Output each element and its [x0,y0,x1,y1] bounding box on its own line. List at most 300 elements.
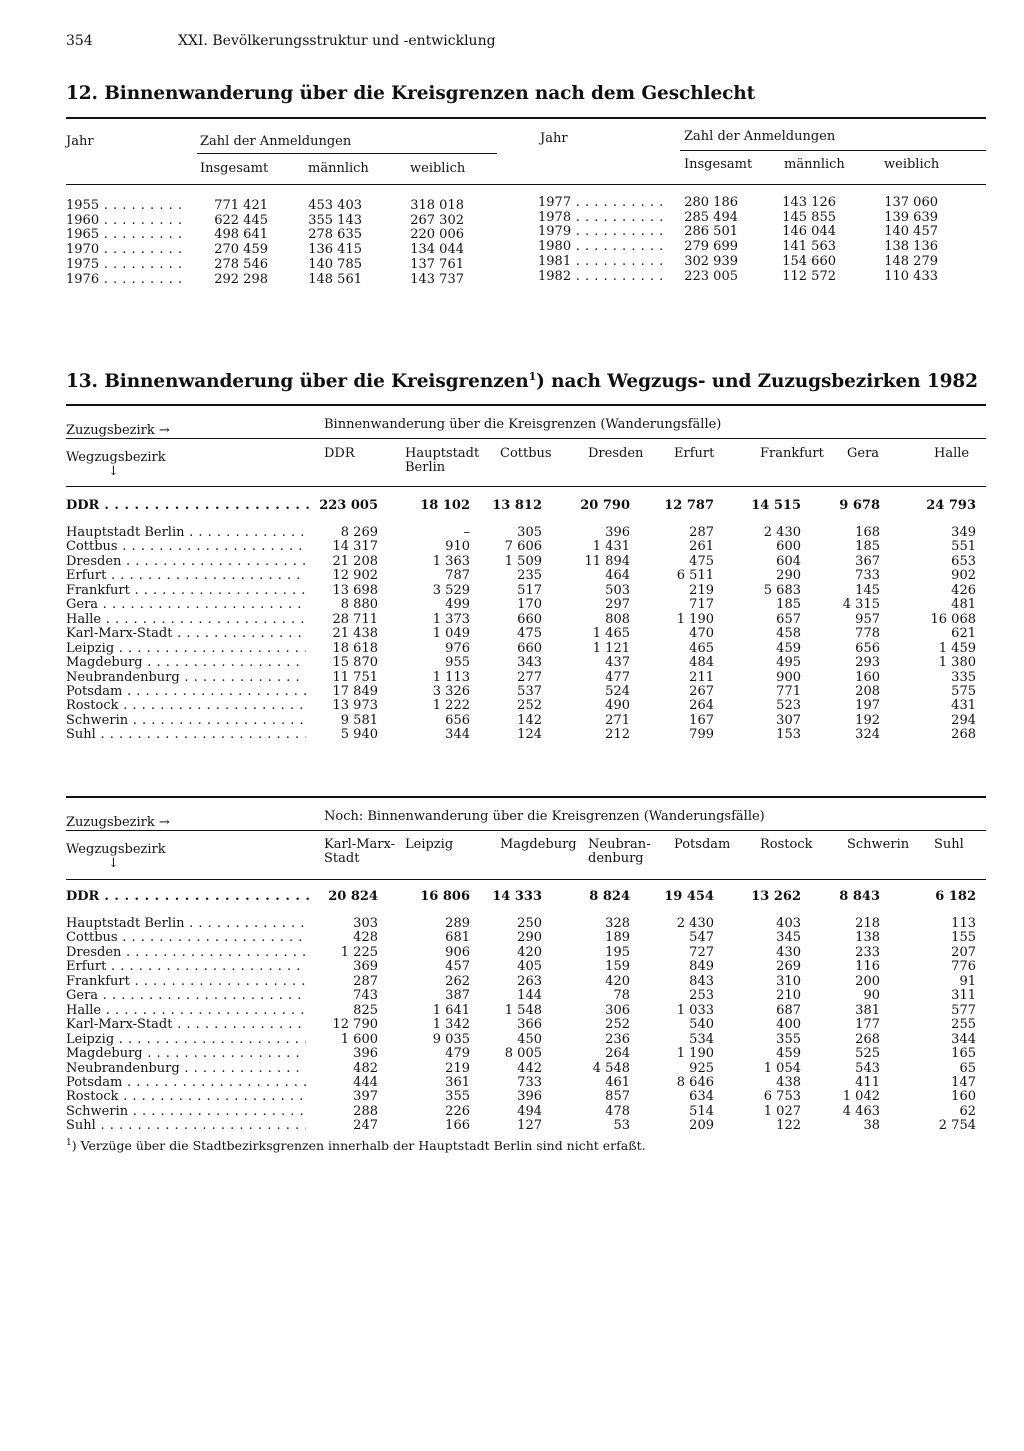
table12-maennlich-value: 143 126 [782,195,836,210]
table12-year: 1978 . . . [538,211,668,224]
table13-part1-cell: 208 [855,683,880,699]
table13-part1-cell: 290 [776,568,801,584]
table13-part1-cell: 307 [776,712,801,728]
table13-part2-cell: 420 [517,944,542,960]
table13-part2-cell: 195 [605,944,630,960]
footnote-text: ) Verzüge über die Stadtbezirksgrenzen innerhalb der Hauptstadt Berlin sind nicht erfaßt. [71,1138,646,1154]
table13-part2-cell: 405 [517,959,542,975]
table13-part1-cell: 11 751 [332,669,378,685]
table13-part2-cell: 925 [689,1060,714,1076]
table13-part2-cell: 478 [605,1103,630,1119]
table13-part2-cell: 345 [776,930,801,946]
table13-part1-column-header: Frankfurt [760,446,824,461]
table13-part1-cell: 13 698 [332,582,378,598]
table13-part1-cell: 294 [951,712,976,728]
page-header [66,33,496,49]
table13-part1-header-rule [66,486,986,487]
table13-part2-cell: 459 [776,1046,801,1062]
table13-part2-cell: 843 [689,973,714,989]
table13-part2-cell: 444 [353,1074,378,1090]
table13-part2-row-label: Frankfurt . . . [66,975,306,988]
table13-part1-cell: 733 [855,568,880,584]
table13-part2-cell: 263 [517,973,542,989]
table13-part1-cell: 21 438 [332,626,378,642]
table13-part1-row-label: Potsdam . . . [66,685,306,698]
table12-top-rule [66,117,986,119]
table13-part2-cell: 289 [445,916,470,931]
table13-part2-cell: 236 [605,1031,630,1047]
table13-part1-cell: 197 [855,698,880,714]
table12-year: 1960 . . . [66,214,188,227]
table13-part1-cell: 4 315 [842,597,880,613]
table13-part1-cell: 5 940 [340,727,378,743]
table12-insgesamt-value: 278 546 [214,256,268,272]
table13-part1-cell: 212 [605,727,630,743]
table13-part2-cell: 6 753 [763,1089,801,1105]
table13-part1-row-label: Schwerin . . . [66,714,306,727]
table13-part1-column-header: Gera [847,446,880,461]
table13-part2-cell: 461 [605,1074,630,1090]
table13-part2-cell: 428 [353,930,378,946]
table13-part1-cell: 653 [951,553,976,569]
table13-part2-cell: 90 [863,988,880,1004]
table13-part1-cell: 11 894 [584,553,630,569]
table12-weiblich-value: 143 737 [410,271,464,287]
table13-part2-cell: 369 [353,959,378,975]
table12-weiblich-value: 137 060 [884,195,938,210]
table13-part2-cell: 479 [445,1046,470,1062]
table13-part1-cell: 2 430 [763,525,801,540]
table13-part2-cell: 1 054 [763,1060,801,1076]
table13-part2-cell: 411 [855,1074,880,1090]
table13-part1-cell: 621 [951,626,976,642]
table12-year: 1977 . . . [538,196,668,209]
table13-part1-cell: 1 465 [592,626,630,642]
table13-part1-cell: 168 [855,525,880,540]
table13-part2-cell: 776 [951,959,976,975]
table13-part2-wegzug-arrow-icon: ↓ [108,856,119,871]
table13-part1-cell: 537 [517,683,542,699]
table13-part1-cell: 124 [517,727,542,743]
page-number: 354 [66,33,93,49]
table12-weiblich-value: 318 018 [410,198,464,213]
table12-group-right: Zahl der Anmeldungen [684,129,836,144]
table12-col-insgesamt-right: Insgesamt [684,157,753,172]
table13-part2-cell: 420 [605,973,630,989]
table13-title-rest: ) nach Wegzugs- und Zuzugsbezirken 1982 [536,371,978,392]
table13-part1-wegzug-arrow-icon: ↓ [108,464,119,479]
table13-part1-cell: 955 [445,655,470,671]
table13-part2-row-label: Rostock . . . [66,1090,306,1103]
table13-part2-cell: 543 [855,1060,880,1076]
table12-insgesamt-value: 292 298 [214,271,268,287]
table13-part1-cell: 1 380 [938,655,976,671]
chapter-title: XXI. Bevölkerungsstruktur und -entwicklung [178,33,496,49]
table13-part1-cell: 458 [776,626,801,642]
table13-part1-column-header: DDR [324,446,355,461]
table13-part2-cell: 155 [951,930,976,946]
table13-part2-cell: 207 [951,944,976,960]
table13-part2-cell: 62 [959,1103,976,1119]
table12-insgesamt-value: 771 421 [214,198,268,213]
table13-part1-cell: 21 208 [332,553,378,569]
table13-part1-column-header: Hauptstadt [405,446,480,461]
table13-part2-cell: 303 [353,916,378,931]
table13-part2-row-label: Gera . . . [66,989,306,1002]
table13-part2-total-value: 16 806 [420,889,470,904]
table12-year: 1970 . . . [66,243,188,256]
table13-part1-cell: 604 [776,553,801,569]
table13-part2-total-value: 20 824 [328,889,378,904]
table13-part2-cell: 138 [855,930,880,946]
table13-part1-cell: 12 902 [332,568,378,584]
table13-part1-cell: 13 973 [332,698,378,714]
table13-part2-column-header: Karl-Marx- [324,837,395,852]
table12-col-jahr-left: Jahr [66,134,94,149]
table12-maennlich-value: 154 660 [782,253,836,269]
table12-title: 12. Binnenwanderung über die Kreisgrenzen nach dem Geschlecht [66,83,756,104]
table13-part2-cell: 122 [776,1118,801,1134]
table13-part1-cell: 660 [517,640,542,656]
table13-part1-cell: 344 [445,727,470,743]
table13-part1-cell: 499 [445,597,470,613]
table13-part2-cell: 381 [855,1002,880,1018]
table13-part1-cell: 252 [517,698,542,714]
table13-part1-cell: 600 [776,539,801,555]
table13-part2-cell: 209 [689,1118,714,1134]
table13-part1-cell: 267 [689,683,714,699]
table13-part2-cell: 147 [951,1074,976,1090]
table13-part1-cell: 910 [445,539,470,555]
table13-part1-cell: 523 [776,698,801,714]
table13-part1-cell: 490 [605,698,630,714]
table13-part1-column-header: Erfurt [674,446,715,461]
table13-part2-header-rule [66,879,986,880]
table13-part2-cell: 65 [959,1060,976,1076]
table13-part1-cell: 771 [776,683,801,699]
table13-part2-cell: 8 005 [504,1046,542,1062]
table13-part1-cell: 185 [776,597,801,613]
table12-group-rule-left [197,153,497,154]
table13-part2-cell: 160 [951,1089,976,1105]
table13-part1-cell: 14 317 [332,539,378,555]
table13-part1-cell: 287 [689,525,714,540]
table13-part1-total-value: 9 678 [839,498,880,513]
table12-maennlich-value: 453 403 [308,198,362,213]
table13-part1-cell: 778 [855,626,880,642]
table13-part1-cell: 16 068 [930,611,976,627]
table13-part1-cell: 717 [689,597,714,613]
table13-part2-cell: 396 [517,1089,542,1105]
table13-part1-column-header: Berlin [405,460,446,475]
table13-part1-cell: 459 [776,640,801,656]
table13-part2-cell: 355 [445,1089,470,1105]
table13-part1-cell: 1 431 [592,539,630,555]
table13-part2-column-header: Stadt [324,851,360,866]
table13-part1-total-label: DDR . . . [66,499,310,512]
table13-part1-row-label: Halle . . . [66,613,306,626]
table13-part1-total-value: 12 787 [664,498,714,513]
table13-part2-cell: 12 790 [332,1017,378,1033]
table13-part1-cell: 1 509 [504,553,542,569]
table13-part2-row-label: Schwerin . . . [66,1105,306,1118]
table12-year: 1955 . . . [66,199,188,212]
table13-part1-cell: 976 [445,640,470,656]
table13-part1-row-label: Erfurt . . . [66,569,306,582]
table13-part2-cell: 328 [605,916,630,931]
table13-part2-cell: 577 [951,1002,976,1018]
table13-part2-cell: 687 [776,1002,801,1018]
table12-maennlich-value: 148 561 [308,271,362,287]
table13-part2-row-label: Leipzig . . . [66,1033,306,1046]
table13-part2-total-value: 13 262 [751,889,801,904]
table13-part2-row-label: Erfurt . . . [66,960,306,973]
table13-part2-cell: 268 [855,1031,880,1047]
table13-part2-cell: 9 035 [432,1031,470,1047]
table13-part1-cell: 219 [689,582,714,598]
table13-part2-cell: 397 [353,1089,378,1105]
table13-part2-cell: 849 [689,959,714,975]
table13-part2-column-header: Neubran- [588,837,651,852]
table13-part2-cell: 226 [445,1103,470,1119]
table13-part1-cell: 431 [951,698,976,714]
table13-part1-cell: 142 [517,712,542,728]
table13-title-main: 13. Binnenwanderung über die Kreisgrenzen [66,371,529,392]
table13-part2-cell: 1 600 [340,1031,378,1047]
table13-part1-cell: 1 190 [676,611,714,627]
table13-part1-cell: 551 [951,539,976,555]
table13-part2-total-value: 8 824 [589,889,630,904]
table13-part2-cell: 250 [517,916,542,931]
table13-part1-cell: 464 [605,568,630,584]
table13-part2-row-label: Magdeburg . . . [66,1047,306,1060]
table13-part2-row-label: Dresden . . . [66,946,306,959]
table13-part2-cell: 634 [689,1089,714,1105]
table13-part2-cell: 540 [689,1017,714,1033]
table12-maennlich-value: 140 785 [308,256,362,272]
table12-weiblich-value: 134 044 [410,242,464,258]
table13-part1-cell: 1 113 [432,669,470,685]
table12-insgesamt-value: 498 641 [214,227,268,243]
table13-part1-cell: 3 326 [432,683,470,699]
table13-part1-cell: 787 [445,568,470,584]
table13-part1-cell: 957 [855,611,880,627]
table13-part2-row-label: Hauptstadt Berlin . . . [66,917,306,930]
table13-part2-cell: 494 [517,1103,542,1119]
table12-year: 1965 . . . [66,228,188,241]
table12-weiblich-value: 148 279 [884,253,938,269]
table13-part1-row-label: Cottbus . . . [66,540,306,553]
table13-part1-cell: 349 [951,525,976,540]
table12-group-left: Zahl der Anmeldungen [200,134,352,149]
table13-part1-top-rule [66,404,986,406]
table13-part1-cell: 660 [517,611,542,627]
table13-part1-cell: 170 [517,597,542,613]
table13-part2-cell: 219 [445,1060,470,1076]
table13-part1-cell: 396 [605,525,630,540]
table13-part2-total-value: 8 843 [839,889,880,904]
table13-part1-cell: 367 [855,553,880,569]
table13-part2-row-label: Suhl . . . [66,1119,306,1132]
table13-part2-cell: 264 [605,1046,630,1062]
table13-part1-column-header: Cottbus [500,446,552,461]
table13-part2-cell: 165 [951,1046,976,1062]
table13-part1-cell: 293 [855,655,880,671]
table13-part1-total-value: 14 515 [751,498,801,513]
table12-weiblich-value: 140 457 [884,224,938,240]
table13-part1-row-label: Neubrandenburg . . . [66,671,306,684]
table13-part2-cell: 387 [445,988,470,1004]
table12-col-weiblich-right: weiblich [884,157,940,172]
table13-part1-cell: 9 581 [340,712,378,728]
table12-col-weiblich-left: weiblich [410,161,466,176]
table13-part1-cell: 524 [605,683,630,699]
table13-part1-row-label: Karl-Marx-Stadt . . . [66,627,306,640]
table13-part2-cell: 355 [776,1031,801,1047]
table13-part1-cell: 495 [776,655,801,671]
table13-part2-cell: 262 [445,973,470,989]
table13-part2-cell: 534 [689,1031,714,1047]
table13-part2-cell: 210 [776,988,801,1004]
table13-part1-cell: 1 363 [432,553,470,569]
table13-part1-row-label: Suhl . . . [66,728,306,741]
table13-part2-cell: 255 [951,1017,976,1033]
table13-part2-row-label: Potsdam . . . [66,1076,306,1089]
table13-part2-cell: 290 [517,930,542,946]
table13-part2-cell: 1 033 [676,1002,714,1018]
table12-year: 1980 . . . [538,240,668,253]
table13-part2-cell: 1 548 [504,1002,542,1018]
table13-part2-column-header: denburg [588,851,644,866]
table13-part1-cell: 17 849 [332,683,378,699]
table13-part2-cell: 253 [689,988,714,1004]
table13-part1-total-value: 13 812 [492,498,542,513]
table13-part1-cell: 305 [517,525,542,540]
table13-part2-wegzug-label: Wegzugsbezirk [66,842,166,857]
table13-part2-column-header: Potsdam [674,837,731,852]
table12-year: 1982 . . . [538,270,668,283]
table13-part1-cell: 261 [689,539,714,555]
table12-maennlich-value: 112 572 [782,268,836,284]
table12-weiblich-value: 138 136 [884,239,938,255]
table13-part1-cell: 6 511 [676,568,714,584]
table13-part2-cell: 2 754 [938,1118,976,1134]
table13-part2-row-label: Cottbus . . . [66,931,306,944]
table13-part2-cell: 177 [855,1017,880,1033]
table13-part2-cell: 396 [353,1046,378,1062]
table13-part2-cell: 825 [353,1002,378,1018]
table13-part1-cell: 1 222 [432,698,470,714]
table13-part1-cell: 1 049 [432,626,470,642]
table13-part2-row-label: Neubrandenburg . . . [66,1062,306,1075]
table13-part2-cell: 2 430 [676,916,714,931]
table13-part1-cell: – [463,525,470,540]
table13-part2-zuzug-label: Zuzugsbezirk → [66,815,170,830]
table13-part2-cell: 247 [353,1118,378,1134]
table12-weiblich-value: 137 761 [410,256,464,272]
table12-col-insgesamt-left: Insgesamt [200,161,269,176]
table13-part1-cell: 15 870 [332,655,378,671]
table13-part1-cell: 7 606 [504,539,542,555]
table13-part1-group-header: Binnenwanderung über die Kreisgrenzen (Wanderungsfälle) [324,417,722,432]
table13-part2-cell: 1 641 [432,1002,470,1018]
table13-part1-cell: 503 [605,582,630,598]
table13-part1-total-value: 223 005 [319,498,378,513]
table13-part2-cell: 8 646 [676,1074,714,1090]
table13-part2-cell: 53 [613,1118,630,1134]
table13-part2-cell: 4 463 [842,1103,880,1119]
table12-weiblich-value: 267 302 [410,212,464,228]
table12-maennlich-value: 146 044 [782,224,836,240]
table13-part2-cell: 252 [605,1017,630,1033]
table13-part2-cell: 400 [776,1017,801,1033]
table13-part2-cell: 1 042 [842,1089,880,1105]
table13-part1-cell: 8 269 [340,525,378,540]
table12-insgesamt-value: 223 005 [684,268,738,284]
table13-part2-cell: 727 [689,944,714,960]
table13-part2-cell: 403 [776,916,801,931]
table13-part1-cell: 656 [445,712,470,728]
table13-part1-cell: 343 [517,655,542,671]
table13-part1-group-rule [66,438,986,439]
table13-part2-total-value: 6 182 [935,889,976,904]
table12-col-jahr-right: Jahr [540,131,568,146]
table13-part1-cell: 808 [605,611,630,627]
table13-part1-total-value: 24 793 [926,498,976,513]
table13-part1-cell: 465 [689,640,714,656]
table12-weiblich-value: 220 006 [410,227,464,243]
table13-part2-cell: 288 [353,1103,378,1119]
table12-year: 1981 . . . [538,255,668,268]
table13-part2-cell: 1 342 [432,1017,470,1033]
table13-part1-cell: 268 [951,727,976,743]
table13-part2-cell: 159 [605,959,630,975]
table13-part1-cell: 426 [951,582,976,598]
table13-part2-column-header: Suhl [934,837,964,852]
table12-year: 1975 . . . [66,258,188,271]
table13-part2-group-rule [66,830,986,831]
table12-insgesamt-value: 286 501 [684,224,738,240]
table13-part1-cell: 481 [951,597,976,613]
table13-part2-cell: 1 027 [763,1103,801,1119]
table13-part1-cell: 145 [855,582,880,598]
table12-maennlich-value: 355 143 [308,212,362,228]
table13-part1-cell: 153 [776,727,801,743]
table13-part2-cell: 78 [613,988,630,1004]
table13-part2-total-label: DDR . . . [66,890,310,903]
table13-part1-cell: 484 [689,655,714,671]
table13-part2-cell: 218 [855,916,880,931]
table13-part1-cell: 160 [855,669,880,685]
table13-part2-total-value: 14 333 [492,889,542,904]
table12-group-rule-right [680,150,986,151]
table13-part1-cell: 477 [605,669,630,685]
table13-part2-cell: 361 [445,1074,470,1090]
table13-part2-column-header: Magdeburg [500,837,577,852]
table13-part1-column-header: Dresden [588,446,644,461]
table13-part2-cell: 430 [776,944,801,960]
table13-part2-group-header: Noch: Binnenwanderung über die Kreisgrenzen (Wanderungsfälle) [324,809,765,824]
table13-part2-cell: 906 [445,944,470,960]
table13-title [66,370,978,392]
table13-part1-cell: 277 [517,669,542,685]
table13-part1-cell: 264 [689,698,714,714]
table13-part2-cell: 113 [951,916,976,931]
table13-part2-row-label: Halle . . . [66,1004,306,1017]
table13-part2-cell: 166 [445,1118,470,1134]
table13-part1-column-header: Halle [934,446,970,461]
table13-part1-cell: 656 [855,640,880,656]
